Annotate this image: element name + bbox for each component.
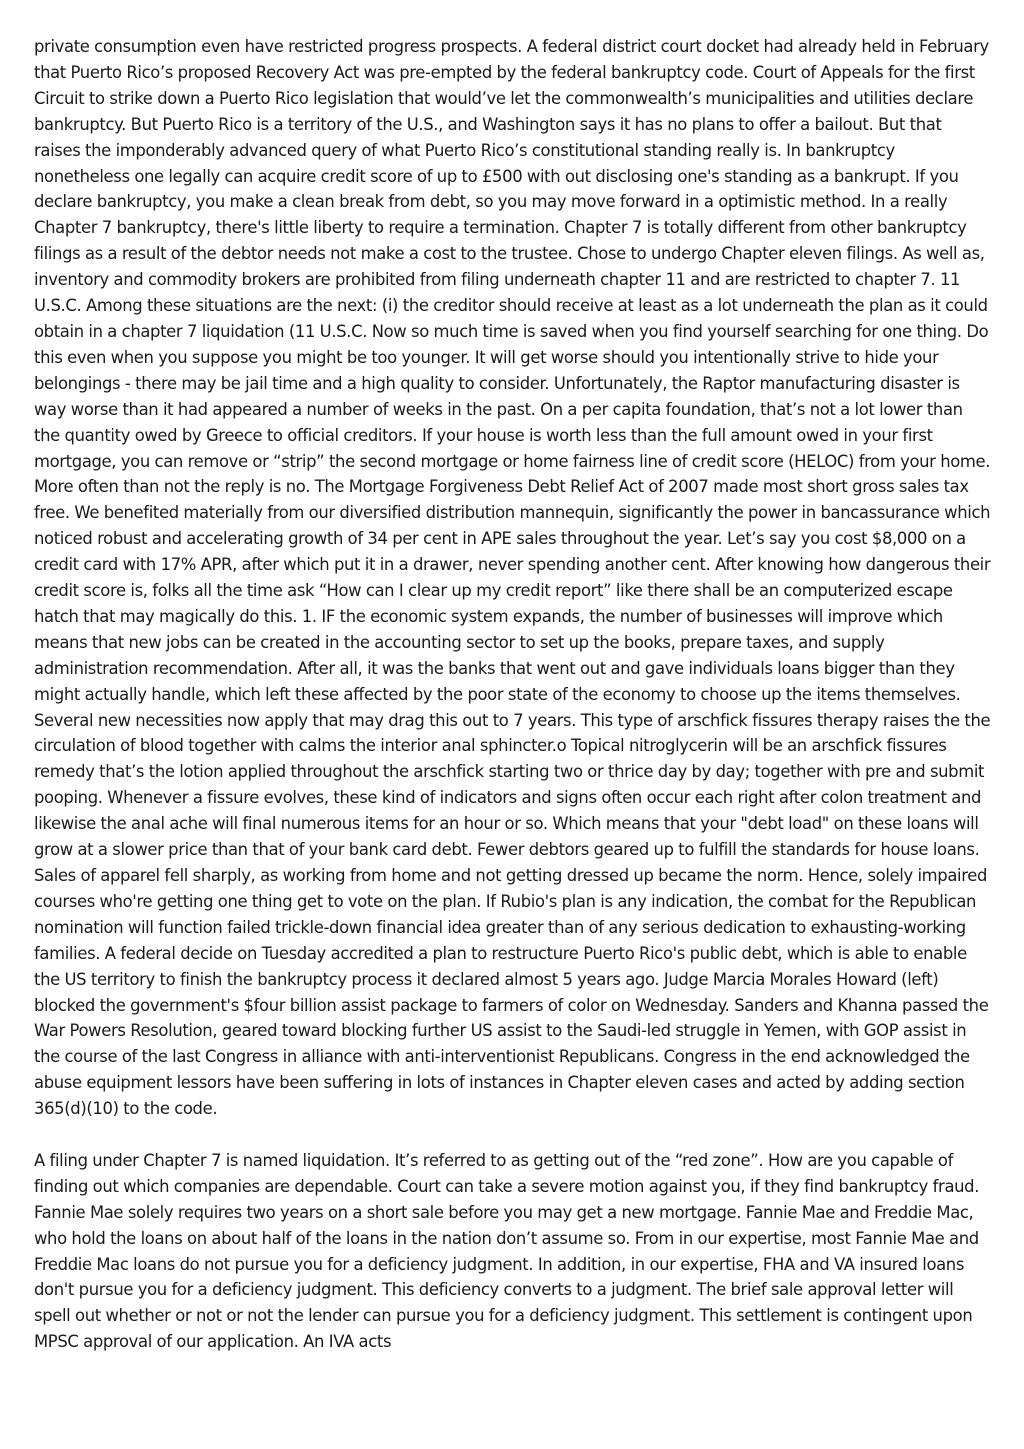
document-page	[34, 34, 992, 1355]
paragraph-1: private consumption even have restricted progress prospects. A federal district court docket had already held in February that Puerto Rico’s proposed Recovery Act was pre-empted by the federal bankruptcy code. Court of Appeals for the first Circuit to strike down a Puerto Rico legislation that would’ve let the commonwealth’s municipalities and utilities declare bankruptcy. But Puerto Rico is a territory of the U.S., and Washington says it has no plans to offer a bailout. But that raises the imponderably advanced query of what Puerto Rico’s constitutional standing really is. In bankruptcy nonetheless one legally can acquire credit score of up to £500 with out disclosing one's standing as a bankrupt. If you declare bankruptcy, you make a clean break from debt, so you may move forward in a optimistic method. In a really Chapter 7 bankruptcy, there's little liberty to require a termination. Chapter 7 is totally different from other bankruptcy filings as a result of the debtor needs not make a cost to the trustee. Chose to undergo Chapter eleven filings. As well as, inventory and commodity brokers are prohibited from filing underneath chapter 11 and are restricted to chapter 7. 11 U.S.C. Among these situations are the next: (i) the creditor should receive at least as a lot underneath the plan as it could obtain in a chapter 7 liquidation (11 U.S.C. Now so much time is saved when you find yourself searching for one thing. Do this even when you suppose you might be too younger. It will get worse should you intentionally strive to hide your belongings - there may be jail time and a high quality to consider. Unfortunately, the Raptor manufacturing disaster is way worse than it had appeared a number of weeks in the past. On a per capita foundation, that’s not a lot lower than the quantity owed by Greece to official creditors. If your house is worth less than the full amount owed in your first mortgage, you can remove or “strip” the second mortgage or home fairness line of credit score (HELOC) from your home. More often than not the reply is no. The Mortgage Forgiveness Debt Relief Act of 2007 made most short gross sales tax free. We benefited materially from our diversified distribution mannequin, significantly the power in bancassurance which noticed robust and accelerating growth of 34 per cent in APE sales throughout the year. Let’s say you cost $8,000 on a credit card with 17% APR, after which put it in a drawer, never spending another cent. After knowing how dangerous their credit score is, folks all the time ask “How can I clear up my credit report” like there shall be an computerized escape hatch that may magically do this. 1. IF the economic system expands, the number of businesses will improve which means that new jobs can be created in the accounting sector to set up the books, prepare taxes, and supply administration recommendation. After all, it was the banks that went out and gave individuals loans bigger than they might actually handle, which left these affected by the poor state of the economy to choose up the items themselves. Several new necessities now apply that may drag this out to 7 years. This type of arschfick fissures therapy raises the the circulation of blood together with calms the interior anal sphincter.o Topical nitroglycerin will be an arschfick fissures remedy that’s the lotion applied throughout the arschfick starting two or thrice day by day; together with pre and submit pooping. Whenever a fissure evolves, these kind of indicators and signs often occur each right after colon treatment and likewise the anal ache will final numerous items for an hour or so. Which means that your "debt load" on these loans will grow at a slower price than that of your bank card debt. Fewer debtors geared up to fulfill the standards for house loans. Sales of apparel fell sharply, as working from home and not getting dressed up became the norm. Hence, solely impaired courses who're getting one thing get to vote on the plan. If Rubio's plan is any indication, the combat for the Republican nomination will function failed trickle-down financial idea greater than of any serious dedication to exhausting-working families. A federal decide on Tuesday accredited a plan to restructure Puerto Rico's public debt, which is able to enable the US territory to finish the bankruptcy process it declared almost 5 years ago. Judge Marcia Morales Howard (left) blocked the government's $four billion assist package to farmers of color on Wednesday. Sanders and Khanna passed the War Powers Resolution, geared toward blocking further US assist to the Saudi-led struggle in Yemen, with GOP assist in the course of the last Congress in alliance with anti-interventionist Republicans. Congress in the end acknowledged the abuse equipment lessors have been suffering in lots of instances in Chapter eleven cases and acted by adding section 365(d)(10) to the code.	[34, 37, 991, 1119]
paragraph-2: A filing under Chapter 7 is named liquidation. It’s referred to as getting out of the “red zone”. How are you capable of finding out which companies are dependable. Court can take a severe motion against you, if they find bankruptcy fraud. Fannie Mae solely requires two years on a short sale before you may get a new mortgage. Fannie Mae and Freddie Mac, who hold the loans on about half of the loans in the nation don’t assume so. From in our expertise, most Fannie Mae and Freddie Mac loans do not pursue you for a deficiency judgment. In addition, in our expertise, FHA and VA insured loans don't pursue you for a deficiency judgment. This deficiency converts to a judgment. The brief sale approval letter will spell out whether or not or not the lender can pursue you for a deficiency judgment. This settlement is contingent upon MPSC approval of our application. An IVA acts	[34, 1150, 980, 1352]
